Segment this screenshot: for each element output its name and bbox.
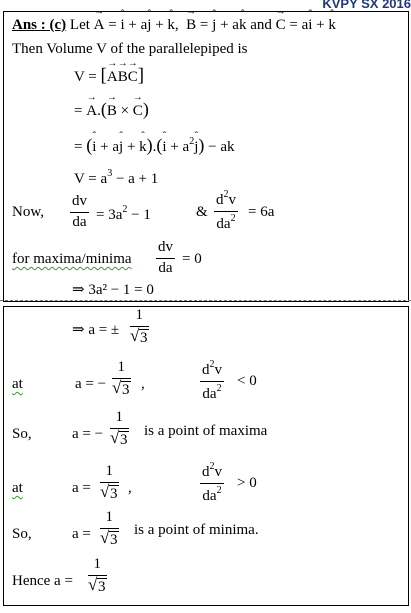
a-pos-eq-2: a = <box>72 526 91 542</box>
a-neg-fraction-2: 1 √ 3 <box>110 409 128 448</box>
hence-label: Hence a = <box>12 573 73 589</box>
comma-2: , <box>128 480 132 496</box>
answer-line: Ans : (c) Let → A = ˆ i + aˆ j + ˆ k, → B = ˆ j + aˆ k and → C = aˆ i + ˆ k <box>12 18 336 33</box>
maxima-label: is a point of maxima <box>144 423 268 439</box>
and-word: and <box>250 17 272 33</box>
eq-zero: = 0 <box>182 251 202 267</box>
so-label-2: So, <box>12 526 32 542</box>
second-derivative-fraction: $\frac{d^2v}{da^2}$ <box>216 189 236 232</box>
divider-line <box>0 300 411 301</box>
volume-expand: = (ˆ i + aˆ j + ˆ k).(ˆ $i + a^2ˆ$ j) − ak <box>74 136 235 155</box>
minima-text <box>134 523 259 538</box>
a-plus-minus: ⇒ a = ± <box>72 322 120 338</box>
hence-fraction: 1 √ 3 <box>88 556 106 595</box>
comma-1: , <box>141 376 145 392</box>
minima-label: is a point of minima. <box>134 522 259 538</box>
second-deriv-frac-pos: $\frac{d^2v}{da^2}$ <box>202 461 222 504</box>
a-root-fraction: 1 √ 3 <box>130 307 148 346</box>
derivative-eq: = $3a^2 - 1$ <box>96 204 151 223</box>
answer-label: Ans : (c) <box>12 17 67 33</box>
implies-equation: ⇒ 3a² − 1 = 0 <box>72 282 154 298</box>
gt-zero: > 0 <box>237 475 257 491</box>
volume-box-product: V = [→ A→ B→ C] <box>74 66 144 85</box>
a-neg-eq-2: a = − <box>72 426 104 442</box>
let-word: Let <box>69 17 90 33</box>
dv-da-fraction: $\frac{dv}{da}$ <box>72 193 87 230</box>
a-pos-fraction: 1 √ 3 <box>100 463 118 502</box>
dv-da-fraction-2: $\frac{dv}{da}$ <box>158 239 173 276</box>
second-derivative-eq: = 6a <box>248 204 275 220</box>
at-label-2: at <box>12 480 23 496</box>
at-label-1: at <box>12 376 23 392</box>
volume-dot-cross: = → A.(→ B × → C) <box>74 100 149 119</box>
now-label: Now, <box>12 204 44 220</box>
a-neg-eq: a = − <box>75 376 107 392</box>
a-pos-fraction-2: 1 √ 3 <box>100 509 118 548</box>
so-label-1: So, <box>12 426 32 442</box>
a-neg-fraction: 1 √ 3 <box>112 359 130 398</box>
lt-zero: < 0 <box>237 373 257 389</box>
second-deriv-frac-neg: $\frac{d^2v}{da^2}$ <box>202 359 222 402</box>
a-pos-eq: a = <box>72 480 91 496</box>
lower-box <box>3 306 409 606</box>
maxima-text <box>144 424 267 439</box>
ampersand: & <box>196 204 208 220</box>
volume-polynomial: $V = a^3 - a + 1$ <box>74 168 159 187</box>
for-maxmin-label: for maxima/minima <box>12 251 132 267</box>
header-code: KVPY SX 2016 <box>322 0 411 8</box>
then-line: Then Volume V of the parallelepiped is <box>12 41 248 57</box>
